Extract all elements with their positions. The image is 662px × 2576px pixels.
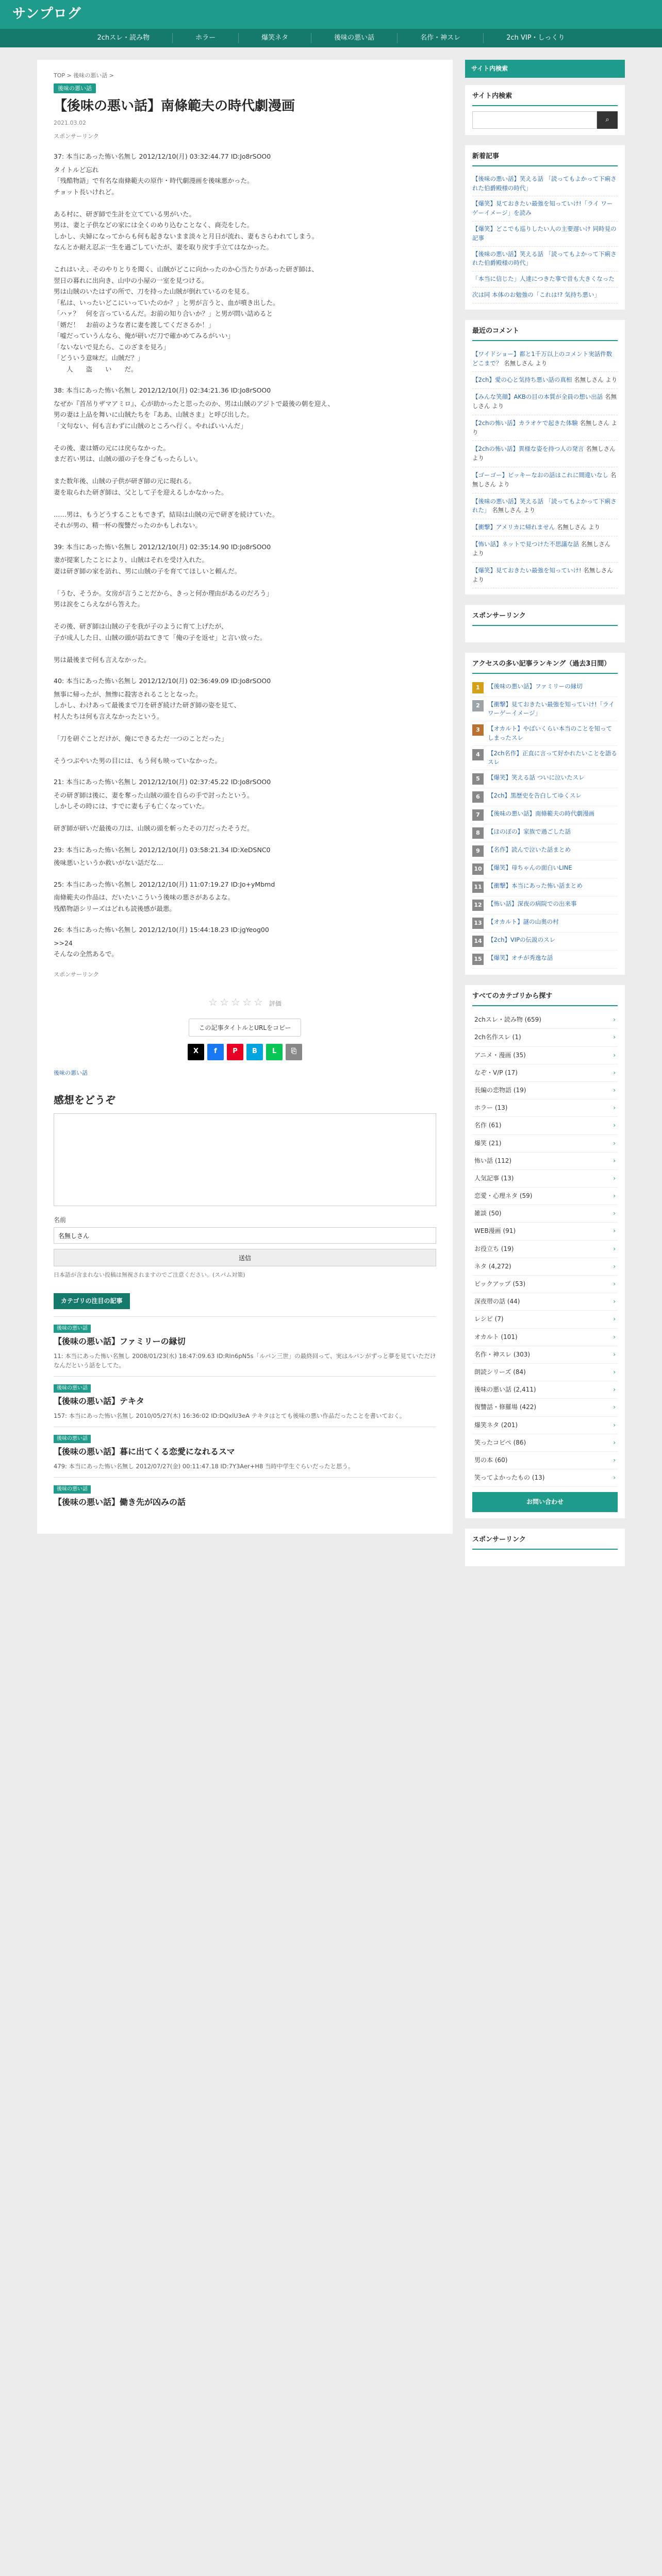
comment-item — [472, 563, 618, 589]
ranking-link[interactable]: 【2ch】VIPの伝説のスレ — [488, 936, 556, 944]
ranking-link[interactable]: 【爆笑】母ちゃんの面白いLINE — [488, 864, 572, 872]
category-item[interactable] — [472, 1434, 618, 1452]
comment-item — [472, 346, 618, 372]
nav-item-4[interactable]: 後味の悪い話 — [311, 33, 397, 44]
rank-number: 4 — [472, 749, 484, 760]
chevron-right-icon: › — [613, 1086, 616, 1094]
category-link[interactable]: WEB漫画 (91) — [474, 1227, 516, 1235]
category-item[interactable] — [472, 1153, 618, 1170]
comment-author: 名無しさん より — [472, 445, 616, 462]
ranking-link[interactable]: 【後味の悪い話】南條範夫の時代劇漫画 — [488, 810, 594, 818]
comment-link[interactable]: 【ゴーゴー】ビッキーなおの話はこれに間違いなし — [472, 471, 609, 479]
chevron-right-icon: › — [613, 1350, 616, 1358]
category-item[interactable] — [472, 1311, 618, 1328]
ranking-link[interactable]: 【ほのぼの】家族で過ごした話 — [488, 828, 571, 836]
copy-title-url-button[interactable]: この記事タイトルとURLをコピー — [189, 1019, 301, 1037]
category-link[interactable]: お役立ち (19) — [474, 1245, 514, 1252]
rank-number: 15 — [472, 954, 484, 965]
post-date: 2021.03.02 — [54, 120, 86, 127]
new-post-link[interactable]: 【後味の悪い話】笑える話 「読ってもよかって下痢された伯爵殿様の時代」 — [472, 175, 617, 192]
category-item[interactable] — [472, 1117, 618, 1134]
category-link[interactable]: 名作 (61) — [474, 1122, 502, 1129]
comment-author: 名無しさん より — [472, 540, 611, 557]
category-item[interactable] — [472, 1241, 618, 1258]
ranking-item — [472, 914, 618, 933]
page-title: 【後味の悪い話】南條範夫の時代劇漫画 — [54, 98, 295, 114]
category-link[interactable]: 人気記事 (13) — [474, 1174, 514, 1182]
post-body: >>24 そんなの全然あるで。 — [54, 939, 118, 958]
category-link[interactable]: 長編の恋物語 (19) — [474, 1086, 526, 1094]
ranking-link[interactable]: 【オカルト】謎の山奥の村 — [488, 918, 559, 926]
category-link[interactable]: ネタ (4,272) — [474, 1262, 511, 1270]
chevron-right-icon: › — [613, 1315, 616, 1323]
ranking-item — [472, 951, 618, 969]
ranking-item — [472, 933, 618, 951]
post-body: その研ぎ師は後に、妻を奪った山賊の頭を自らの手で討ったという。 しかしその時には、すでに妻も子も亡くなっていた。 研ぎ師が研いだ最後の刀は、山賊の頭を斬ったその刀だったそうだ。 — [54, 791, 254, 833]
rank-number: 13 — [472, 918, 484, 929]
rank-number: 5 — [472, 773, 484, 785]
post-list — [54, 151, 436, 960]
rank-number: 6 — [472, 791, 484, 803]
ranking-item — [472, 746, 618, 771]
sidebar — [465, 60, 625, 1577]
comment-author: 名無しさん より — [574, 376, 618, 384]
ranking-item — [472, 842, 618, 860]
rank-number: 10 — [472, 863, 484, 875]
rank-number: 1 — [472, 682, 484, 693]
comment-author: 名無しさん より — [472, 471, 617, 488]
post-item — [54, 151, 436, 375]
categories-title: すべてのカテゴリから探す — [472, 991, 618, 1006]
site-logo[interactable]: サンプログ — [12, 6, 81, 22]
ranking-item — [472, 896, 618, 914]
category-item[interactable] — [472, 1417, 618, 1434]
new-posts-list — [472, 172, 618, 303]
comment-link[interactable]: 【2ch】愛の心と気持ち悪い話の真相 — [472, 376, 572, 384]
recommend-title[interactable]: 【後味の悪い話】暮に出てくる恋愛になれるスマ — [54, 1447, 235, 1457]
categories-list — [472, 1011, 618, 1487]
name-input[interactable] — [54, 1227, 436, 1244]
new-post-item — [472, 196, 618, 222]
category-item[interactable] — [472, 1293, 618, 1311]
post-item — [54, 385, 436, 531]
comment-item — [472, 494, 618, 520]
category-link[interactable]: 恋愛・心理ネタ (59) — [474, 1192, 533, 1200]
nav-item-2[interactable]: ホラー — [172, 33, 238, 44]
post-header: 40: 本当にあった怖い名無し 2012/12/10(月) 02:36:49.09 ID:Jo8rSOO0 — [54, 677, 271, 685]
ranking-item — [472, 878, 618, 896]
recommend-item[interactable] — [54, 1477, 436, 1518]
category-link[interactable]: 名作・神スレ (303) — [474, 1350, 531, 1358]
category-item[interactable] — [472, 1099, 618, 1117]
post-item — [54, 844, 436, 869]
ranking-item — [472, 679, 618, 697]
chevron-right-icon: › — [613, 1139, 616, 1147]
comment-item — [472, 519, 618, 536]
chevron-right-icon: › — [613, 1122, 616, 1129]
ranking-link[interactable]: 【爆笑】笑える話 ついに泣いたスレ — [488, 774, 585, 782]
rank-number: 3 — [472, 724, 484, 736]
chevron-right-icon: › — [613, 1386, 616, 1394]
chevron-right-icon: › — [613, 1280, 616, 1288]
chevron-right-icon: › — [613, 1438, 616, 1446]
category-item[interactable] — [472, 1188, 618, 1205]
category-item[interactable] — [472, 1082, 618, 1099]
post-header: 25: 本当にあった怖い名無し 2012/12/10(月) 11:07:19.27 ID:Jo+yMbmd — [54, 880, 275, 888]
post-header: 38: 本当にあった怖い名無し 2012/12/10(月) 02:34:21.36 ID:Jo8rSOO0 — [54, 386, 271, 395]
side-top-label: サイト内検索 — [471, 65, 508, 72]
contact-button[interactable]: お問い合わせ — [472, 1492, 618, 1512]
ranking-item — [472, 721, 618, 746]
recent-comments-title: 最近のコメント — [472, 326, 618, 341]
category-item[interactable] — [472, 1029, 618, 1046]
comment-item — [472, 415, 618, 442]
comment-author: 名無しさん より — [472, 393, 617, 410]
category-link[interactable]: 怖い話 (112) — [474, 1157, 512, 1164]
comment-link[interactable]: 【みんな笑顔】AKBの目の本質が全員の想い出話 — [472, 393, 603, 401]
ranking-link[interactable]: 【名作】読んで泣いた話まとめ — [488, 846, 571, 854]
breadcrumb[interactable]: TOP > 後味の悪い話 > — [54, 72, 114, 79]
comment-item — [472, 372, 618, 389]
recommend-category: 後味の悪い話 — [54, 1325, 91, 1333]
category-item[interactable] — [472, 1452, 618, 1469]
chevron-right-icon: › — [613, 1157, 616, 1164]
recent-comments-list — [472, 346, 618, 589]
post-body: タイトルど忘れ 「残酷物語」で有名な南條範夫の原作・時代劇漫画を後味悪かった。 チョット長いけれど。 ある村に、研ぎ師で生計を立てている男がいた。 男は、妻と子供などの家には全くのめり込むことなく、商売をした。 しかし、夫婦になってからも何も起きないまま淡々と月日が流れ、妻もさらわれてしまう。 なんとか耐え忍ぶ一生を過ごしていたが、妻を取り戻す手立てはなかった。 これはいえ、そのやりとりを聞く、山賊がどこに向かったのか心当たりがあった研ぎ師は、 翌日の暮れに出向き、山中の小屋の一室を見つける。 男は山賊のいたはずの所で、刀を持った山賊が倒れているのを見る。 「私は、いったいどこにいっていたのか？」と男が言うと、血が噴き出した。 「ハァ？ 何を言っているんだ。お前の知り合いか？」と男が問い詰めると 「婿だ！ お前のような者に妻を渡してくださるか！」 「嘘だっていうんなら、俺が研いだ刀で確かめてみるがいい」 「ないないで見たら、このざまを見ろ」 「どういう意味だ。山賊だ？」 人 盗 い だ。 — [54, 165, 319, 373]
recommend-excerpt: 157: 本当にあった怖い名無し 2010/05/27(木) 16:36:02 ID:DQxlU3eA テキタはとても後味の悪い作品だったことを書いておく。 — [54, 1412, 406, 1419]
sponsored-label: スポンサーリンク — [54, 132, 99, 140]
category-link[interactable]: ホラー (13) — [474, 1104, 508, 1112]
chevron-right-icon: › — [613, 1227, 616, 1235]
nav-item-3[interactable]: 爆笑ネタ — [238, 33, 311, 44]
recommend-list — [54, 1316, 436, 1518]
rank-number: 7 — [472, 809, 484, 821]
post-item — [54, 776, 436, 834]
category-link[interactable]: なぞ・V/P (17) — [474, 1069, 518, 1076]
nav-item-5[interactable]: 名作・神スレ — [397, 33, 483, 44]
category-item[interactable] — [472, 1011, 618, 1029]
chevron-right-icon: › — [613, 1456, 616, 1464]
ranking-link[interactable]: 【後味の悪い話】ファミリーの縁切 — [488, 682, 583, 690]
submit-button[interactable]: 送信 — [54, 1249, 436, 1266]
ranking-link[interactable]: 【衝撃】見ておきたい最強を知っていけ!「ライ ワーゲーイメージ」 — [488, 700, 615, 717]
recommend-title[interactable]: 【後味の悪い話】テキタ — [54, 1396, 144, 1406]
chevron-right-icon: › — [613, 1298, 616, 1306]
new-post-item — [472, 172, 618, 197]
post-body: 後味悪いというか救いがない話だな… — [54, 859, 163, 867]
comment-author: 名無しさん より — [504, 359, 548, 367]
recommend-category: 後味の悪い話 — [54, 1384, 91, 1393]
category-item[interactable] — [472, 1064, 618, 1082]
post-header: 37: 本当にあった怖い名無し 2012/12/10(月) 03:32:44.77 ID:Jo8rSOO0 — [54, 152, 271, 161]
star-rating[interactable]: ☆☆☆☆☆ 評価 — [208, 995, 282, 1008]
category-link[interactable]: レシピ (7) — [474, 1315, 504, 1323]
chevron-right-icon: › — [613, 1174, 616, 1182]
sidebar-sponsor-label-2: スポンサーリンク — [472, 1535, 618, 1550]
recommend-header: カテゴリの注目の記事 — [54, 1293, 130, 1309]
side-top-bar — [465, 60, 625, 78]
chevron-right-icon: › — [613, 1192, 616, 1200]
facebook-share-icon[interactable]: f — [207, 1044, 224, 1060]
chevron-right-icon: › — [613, 1403, 616, 1411]
recommend-title[interactable]: 【後味の悪い話】働き先が凶みの話 — [54, 1497, 186, 1507]
comment-link[interactable]: 【ワイドショー】都と1千万以上のコメント実話件数どこまで？ — [472, 350, 613, 367]
comment-link[interactable]: 【後味の悪い話】笑える話 「読ってもよかって下痢された」 — [472, 497, 617, 514]
category-link[interactable]: アニメ・漫画 (35) — [474, 1051, 526, 1059]
comment-link[interactable]: 【2chの怖い話】異様な姿を持つ人の発言 — [472, 445, 584, 453]
back-category-link[interactable]: 後味の悪い話 — [54, 1069, 88, 1076]
comment-link[interactable]: 【怖い話】ネットで見つけた不思議な話 — [472, 540, 579, 548]
category-link[interactable]: 雑談 (50) — [474, 1210, 502, 1217]
recommend-item[interactable] — [54, 1316, 436, 1376]
comment-item — [472, 441, 618, 467]
chevron-right-icon: › — [613, 1016, 616, 1024]
nav-item-6[interactable]: 2ch VIP・しっくり — [483, 33, 587, 44]
rating-label: 評価 — [269, 999, 282, 1007]
ranking-link[interactable]: 【2ch名作】正直に言って好かれたいことを語るスレ — [488, 749, 617, 766]
recommend-item[interactable] — [54, 1376, 436, 1427]
category-link[interactable]: 爆笑ネタ (201) — [474, 1421, 518, 1429]
chevron-right-icon: › — [613, 1104, 616, 1112]
category-item[interactable] — [472, 1258, 618, 1276]
sidebar-sponsor-label: スポンサーリンク — [472, 611, 618, 626]
chevron-right-icon: › — [613, 1262, 616, 1270]
post-body: なぜか『首吊りザマアミロ』、心が助かったと思ったのか、男は山賊のアジトで最後の朝を迎え、 男の妻は上品を舞いに山賊たちを『ああ、山賊さま』と呼び出した。 「文句ない、何も言わずに山賊のところへ行く。やればいいんだ」 その後、妻は婿の元には戻らなかった。 まだ若い男は、山賊の頭の子を身ごもったらしい。 また数年後、山賊の子供が研ぎ師の元に現れる。 妻を取られた研ぎ師は、父として子を迎えるしかなかった。 ……男は、もうどうすることもできず、結局は山賊の元で研ぎを続けていた。 それが男の、精一杯の復讐だったのかもしれない。 — [54, 399, 335, 530]
comment-item — [472, 536, 618, 563]
search-icon[interactable]: ⌕ — [597, 111, 618, 129]
ranking-title: アクセスの多い記事ランキング（過去3日間） — [472, 659, 618, 674]
rank-number: 11 — [472, 882, 484, 893]
category-link[interactable]: 男の本 (60) — [474, 1456, 508, 1464]
new-post-link[interactable]: 【後味の悪い話】笑える話 「読ってもよかって下痢された伯爵殿様の時代」 — [472, 250, 617, 267]
chevron-right-icon: › — [613, 1033, 616, 1041]
chevron-right-icon: › — [613, 1474, 616, 1482]
recommend-excerpt: 11: 本当にあった怖い名無し 2008/01/23(水) 18:47:09.63 ID:RIn6pN5s「ルパン三世」の最終回って、実はルパンがずっと夢を見ていただけなんだという話をしてた。 — [54, 1352, 436, 1369]
category-link[interactable]: 爆笑 (21) — [474, 1139, 502, 1147]
comment-link[interactable]: 【爆笑】見ておきたい最強を知っていけ! — [472, 566, 582, 574]
comment-form — [54, 1092, 436, 1280]
category-link[interactable]: 笑ったコピペ (86) — [474, 1438, 526, 1446]
category-link[interactable]: 深夜帯の話 (44) — [474, 1298, 520, 1306]
chevron-right-icon: › — [613, 1421, 616, 1429]
post-body: 妻が提案したことにより、山賊はそれを受け入れた。 妻は研ぎ師の家を訪れ、男に山賊の子を育ててほしいと頼んだ。 「うむ、そうか。女房が言うことだから、きっと何か理由があるのだろう」 男は涙をこらえながら答えた。 その後、研ぎ師は山賊の子を我が子のように育て上げたが、 子が成人した日、山賊の頭が訪ねてきて「俺の子を返せ」と言い放った。 男は最後まで何も言えなかった。 — [54, 556, 273, 664]
ranking-link[interactable]: 【オカルト】やばいくらい本当のことを知ってしまったスレ — [488, 725, 613, 741]
recommend-title[interactable]: 【後味の悪い話】ファミリーの縁切 — [54, 1336, 186, 1346]
chevron-right-icon: › — [613, 1368, 616, 1376]
copy-icon[interactable]: ⎘ — [286, 1044, 302, 1060]
sponsored-label-2: スポンサーリンク — [54, 971, 99, 978]
comment-author: 名無しさん より — [556, 523, 601, 531]
chevron-right-icon: › — [613, 1210, 616, 1217]
recommend-category: 後味の悪い話 — [54, 1435, 91, 1443]
comment-link[interactable]: 【2chの怖い話】カラオケで起きた体験 — [472, 419, 578, 427]
post-header: 26: 本当にあった怖い名無し 2012/12/10(月) 15:44:18.23 ID:jgYeog00 — [54, 926, 269, 934]
ranking-item — [472, 860, 618, 878]
category-item[interactable] — [472, 1364, 618, 1381]
nav-item-1[interactable]: 2chスレ・読み物 — [97, 33, 150, 42]
search-input[interactable] — [472, 111, 597, 129]
category-item[interactable] — [472, 1469, 618, 1487]
comment-author: 名無しさん より — [472, 566, 613, 583]
ranking-link[interactable]: 【2ch】黒歴史を告白してゆくスレ — [488, 792, 582, 800]
post-header: 21: 本当にあった怖い名無し 2012/12/10(月) 02:37:45.22 ID:Jo8rSOO0 — [54, 778, 271, 786]
post-item — [54, 879, 436, 914]
global-nav — [0, 29, 662, 47]
x-share-icon[interactable]: X — [188, 1044, 204, 1060]
comment-title: 感想をどうぞ — [54, 1094, 115, 1107]
pocket-share-icon[interactable]: P — [227, 1044, 243, 1060]
category-item[interactable] — [472, 1399, 618, 1416]
new-post-item — [472, 222, 618, 247]
new-posts-title: 新着記事 — [472, 151, 618, 166]
site-header — [0, 0, 662, 29]
category-item[interactable] — [472, 1276, 618, 1293]
category-item[interactable] — [472, 1381, 618, 1399]
rank-number: 2 — [472, 700, 484, 711]
category-link[interactable]: 復讐話・修羅場 (422) — [474, 1403, 537, 1411]
category-item[interactable] — [472, 1047, 618, 1064]
category-badge[interactable]: 後味の悪い話 — [54, 83, 96, 94]
recommend-category: 後味の悪い話 — [54, 1485, 91, 1494]
hatena-share-icon[interactable]: B — [246, 1044, 263, 1060]
category-link[interactable]: 朗読シリーズ (84) — [474, 1368, 526, 1376]
ranking-link[interactable]: 【衝撃】本当にあった怖い話まとめ — [488, 882, 583, 890]
comment-note: 日本語が含まれない投稿は無視されますのでご注意ください。(スパム対策) — [54, 1272, 245, 1279]
new-post-link[interactable]: 「本当に信じた」人達につきた事で昔も大きくなった — [472, 275, 615, 283]
category-item[interactable] — [472, 1135, 618, 1153]
comment-author: 名無しさん より — [472, 419, 618, 436]
ranking-item — [472, 824, 618, 842]
category-item[interactable] — [472, 1223, 618, 1240]
line-share-icon[interactable]: L — [266, 1044, 283, 1060]
category-link[interactable]: 笑ってよかったもの (13) — [474, 1474, 545, 1482]
rank-number: 8 — [472, 827, 484, 839]
post-header: 39: 本当にあった怖い名無し 2012/12/10(月) 02:35:14.90 ID:Jo8rSOO0 — [54, 543, 271, 551]
chevron-right-icon: › — [613, 1333, 616, 1341]
category-item[interactable] — [472, 1329, 618, 1346]
name-label: 名前 — [54, 1216, 67, 1224]
chevron-right-icon: › — [613, 1069, 616, 1076]
category-link[interactable]: 後味の悪い話 (2,411) — [474, 1386, 536, 1394]
post-body: 南條範夫の作品は、だいたいこういう後味の悪さがあるよな。 残酷物語シリーズはどれも読後感が最悪。 — [54, 893, 235, 912]
comment-textarea[interactable] — [54, 1113, 436, 1206]
ranking-link[interactable]: 【怖い話】深夜の病院での出来事 — [488, 900, 577, 908]
category-link[interactable]: ピックアップ (53) — [474, 1280, 526, 1288]
ranking-item — [472, 697, 618, 722]
new-post-link[interactable]: 【爆笑】見ておきたい最強を知っていけ!「ライ ワーゲーイメージ」を読み — [472, 200, 613, 217]
new-post-link[interactable]: 次は同 本体のお勉強の「これは!? 気持ち悪い」 — [472, 291, 601, 299]
comment-author: 名無しさん より — [492, 506, 536, 514]
recommend-item[interactable] — [54, 1427, 436, 1477]
article-main — [37, 60, 453, 1534]
category-link[interactable]: オカルト (101) — [474, 1333, 518, 1341]
rank-number: 12 — [472, 900, 484, 911]
comment-item — [472, 389, 618, 415]
category-link[interactable]: 2chスレ・読み物 (659) — [474, 1016, 541, 1024]
comment-link[interactable]: 【衝撃】アメリカに帰れません — [472, 523, 555, 531]
post-header: 23: 本当にあった怖い名無し 2012/12/10(月) 03:58:21.34 ID:XeDSNC0 — [54, 845, 271, 854]
comment-item — [472, 467, 618, 494]
new-post-item — [472, 287, 618, 303]
new-post-link[interactable]: 【爆笑】どこでも巡りしたい人の主要遅いけ 同時見の記事 — [472, 225, 617, 242]
category-item[interactable] — [472, 1205, 618, 1223]
ranking-link[interactable]: 【爆笑】オチが秀逸な話 — [488, 954, 553, 962]
rank-number: 9 — [472, 845, 484, 857]
ranking-item — [472, 806, 618, 824]
share-buttons — [54, 1044, 436, 1060]
post-item — [54, 924, 436, 960]
category-item[interactable] — [472, 1346, 618, 1364]
ranking-item — [472, 770, 618, 788]
recommend-excerpt: 479: 本当にあった怖い名無し 2012/07/27(金) 00:11:47.18 ID:7Y3Aer+H8 当時中学生ぐらいだったと思う。 — [54, 1462, 354, 1470]
ranking-list — [472, 679, 618, 969]
search-widget-title: サイト内検索 — [472, 91, 618, 106]
new-post-item — [472, 247, 618, 272]
category-item[interactable] — [472, 1170, 618, 1188]
post-body: 無事に帰ったが、無惨に殺害されることとなった。 しかし、わけあって最後まで刀を研ぎ続けた研ぎ師の姿を見て、 村人たちは何も言えなかったという。 「刀を研ぐことだけが、俺にできるただ一つのことだった」 そうつぶやいた男の目には、もう何も映っていなかった。 — [54, 690, 241, 765]
chevron-right-icon: › — [613, 1245, 616, 1252]
chevron-right-icon: › — [613, 1051, 616, 1059]
post-item — [54, 541, 436, 666]
new-post-item — [472, 272, 618, 287]
rank-number: 14 — [472, 936, 484, 947]
ranking-item — [472, 788, 618, 806]
category-link[interactable]: 2ch名作スレ (1) — [474, 1033, 521, 1041]
post-item — [54, 675, 436, 766]
